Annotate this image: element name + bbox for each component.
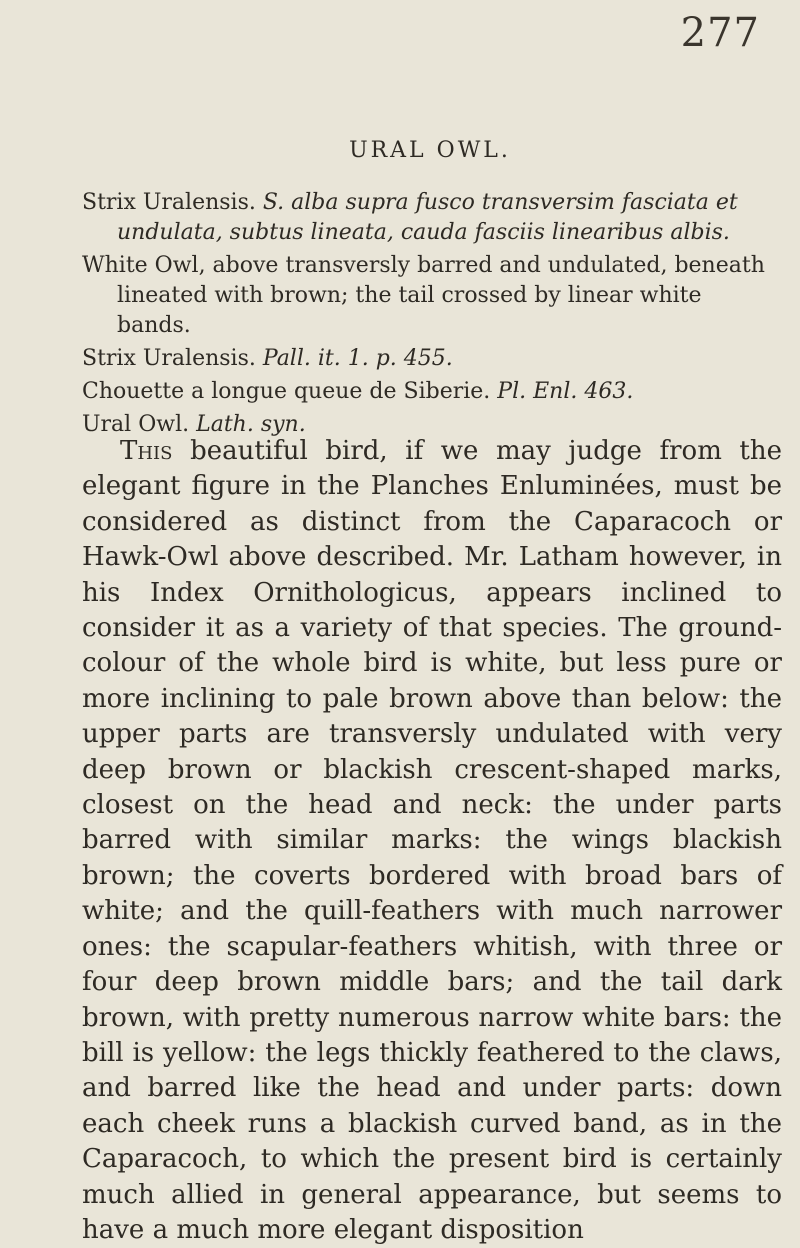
synonym-description: S. alba supra fusco transversim fasciata et undulata, subtus lineata, cauda fasciis linearibus albis. bbox=[117, 190, 738, 245]
running-head: URAL OWL. bbox=[349, 138, 511, 163]
synonym-name: Chouette a longue queue de Siberie. bbox=[82, 379, 491, 404]
paragraph-lead-word: This bbox=[120, 436, 173, 466]
page-number: 277 bbox=[680, 10, 760, 56]
synonym-reference: Lath. syn. bbox=[196, 412, 306, 437]
synonym-reference: Pl. Enl. 463. bbox=[497, 379, 634, 404]
synonymy-list bbox=[82, 188, 776, 443]
synonym-entry bbox=[82, 188, 776, 248]
synonym-entry bbox=[82, 377, 776, 407]
synonym-name: Ural Owl. bbox=[82, 412, 190, 437]
synonym-name: Strix Uralensis. bbox=[82, 190, 256, 215]
synonym-name: White Owl, above transversly barred and undulated, beneath lineated with brown; the tail crossed by linear white bands. bbox=[82, 253, 765, 338]
synonym-entry bbox=[82, 344, 776, 374]
description-paragraph bbox=[82, 434, 782, 1248]
synonym-reference: Pall. it. 1. p. 455. bbox=[262, 346, 453, 371]
synonym-name: Strix Uralensis. bbox=[82, 346, 256, 371]
paragraph-text: beautiful bird, if we may judge from the elegant figure in the Planches Enluminées, must be considered as distinct from the Caparacoch or Hawk-Owl above described. Mr. Latham however, in his Index Ornithologicus, appears inclined to consider it as a variety of that species. The ground-colour of the whole bird is white, but less pure or more inclining to pale brown above than below: the upper parts are transversly undulated with very deep brown or blackish crescent-shaped marks, closest on the head and neck: the under parts barred with similar marks: the wings blackish brown; the coverts bordered with broad bars of white; and the quill-feathers with much narrower ones: the scapular-feathers whitish, with three or four deep brown middle bars; and the tail dark brown, with pretty numerous narrow white bars: the bill is yellow: the legs thickly feathered to the claws, and barred like the head and under parts: down each cheek runs a blackish curved band, as in the Caparacoch, to which the present bird is certainly much allied in general appearance, but seems to have a much more elegant disposition bbox=[82, 436, 783, 1245]
synonym-entry bbox=[82, 251, 776, 341]
